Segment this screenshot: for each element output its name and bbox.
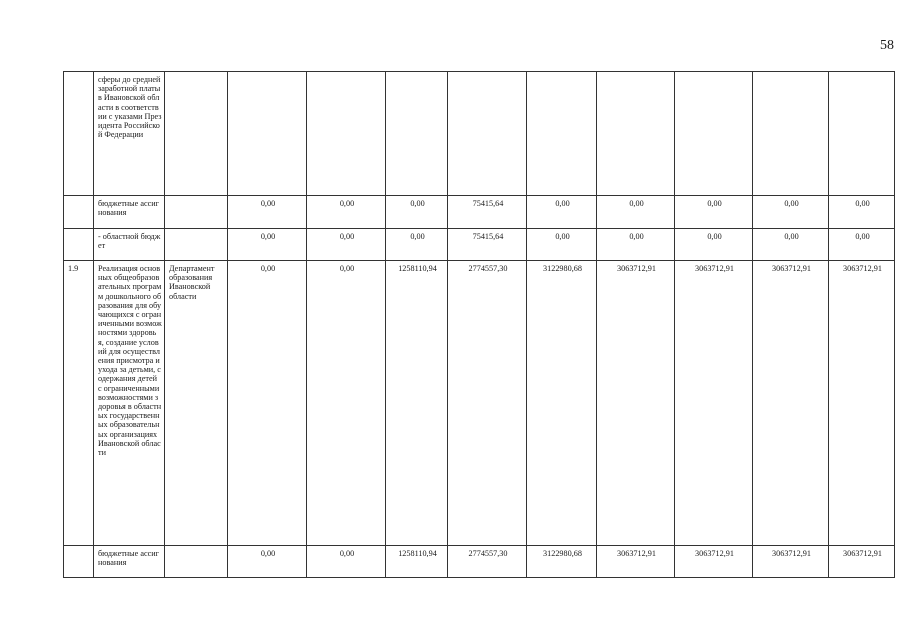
value-cell (228, 72, 307, 196)
page-number: 58 (880, 38, 894, 53)
row-executor-cell (165, 196, 228, 229)
value-cell: 0,00 (386, 229, 448, 261)
value-cell: 2774557,30 (448, 261, 527, 546)
value-cell: 3063712,91 (753, 261, 829, 546)
value-cell: 0,00 (307, 261, 386, 546)
value-cell: 0,00 (829, 196, 895, 229)
value-cell: 0,00 (527, 196, 597, 229)
value-cell: 1258110,94 (386, 261, 448, 546)
row-description-cell: бюджетные ассигнования (94, 546, 165, 578)
row-description-cell: бюджетные ассигнования (94, 196, 165, 229)
value-cell (448, 72, 527, 196)
value-cell: 3063712,91 (829, 546, 895, 578)
row-code-cell (64, 546, 94, 578)
value-cell: 0,00 (228, 229, 307, 261)
value-cell: 3122980,68 (527, 261, 597, 546)
value-cell (386, 72, 448, 196)
value-cell: 0,00 (228, 196, 307, 229)
value-cell: 0,00 (829, 229, 895, 261)
row-executor-cell (165, 229, 228, 261)
table-row (64, 546, 895, 578)
value-cell: 1258110,94 (386, 546, 448, 578)
table-row (64, 261, 895, 546)
table-row (64, 72, 895, 196)
value-cell: 0,00 (386, 196, 448, 229)
row-executor-cell (165, 72, 228, 196)
value-cell: 0,00 (307, 196, 386, 229)
row-description-cell: Реализация основных общеобразовательных программ дошкольного образования для обучающихся с ограниченными возможностями здоровья, создание условий для осуществления присмотра и ухода за детьми, содержания детей с ограниченными возможностями здоровья в областных государственных образовательных организациях Ивановской области (94, 261, 165, 546)
row-code-cell (64, 72, 94, 196)
value-cell (307, 72, 386, 196)
value-cell: 0,00 (228, 546, 307, 578)
value-cell (597, 72, 675, 196)
value-cell: 0,00 (307, 229, 386, 261)
value-cell: 0,00 (753, 229, 829, 261)
value-cell: 0,00 (675, 196, 753, 229)
value-cell: 75415,64 (448, 229, 527, 261)
value-cell: 3122980,68 (527, 546, 597, 578)
row-description-cell: - областной бюджет (94, 229, 165, 261)
value-cell: 3063712,91 (597, 261, 675, 546)
value-cell: 0,00 (228, 261, 307, 546)
value-cell (829, 72, 895, 196)
row-code-cell (64, 229, 94, 261)
value-cell: 3063712,91 (829, 261, 895, 546)
table-row (64, 229, 895, 261)
row-code-cell: 1.9 (64, 261, 94, 546)
value-cell: 0,00 (307, 546, 386, 578)
value-cell: 0,00 (675, 229, 753, 261)
row-executor-cell (165, 546, 228, 578)
value-cell: 0,00 (597, 196, 675, 229)
value-cell: 3063712,91 (597, 546, 675, 578)
value-cell: 75415,64 (448, 196, 527, 229)
value-cell (527, 72, 597, 196)
value-cell (675, 72, 753, 196)
value-cell: 3063712,91 (753, 546, 829, 578)
value-cell (753, 72, 829, 196)
row-description-cell: сферы до средней заработной платы в Ивановской области в соответствии с указами Президента Российской Федерации (94, 72, 165, 196)
value-cell: 0,00 (753, 196, 829, 229)
row-code-cell (64, 196, 94, 229)
value-cell: 0,00 (597, 229, 675, 261)
value-cell: 3063712,91 (675, 546, 753, 578)
value-cell: 0,00 (527, 229, 597, 261)
value-cell: 2774557,30 (448, 546, 527, 578)
value-cell: 3063712,91 (675, 261, 753, 546)
row-executor-cell: Департамент образования Ивановской области (165, 261, 228, 546)
budget-table (63, 71, 895, 578)
table-row (64, 196, 895, 229)
